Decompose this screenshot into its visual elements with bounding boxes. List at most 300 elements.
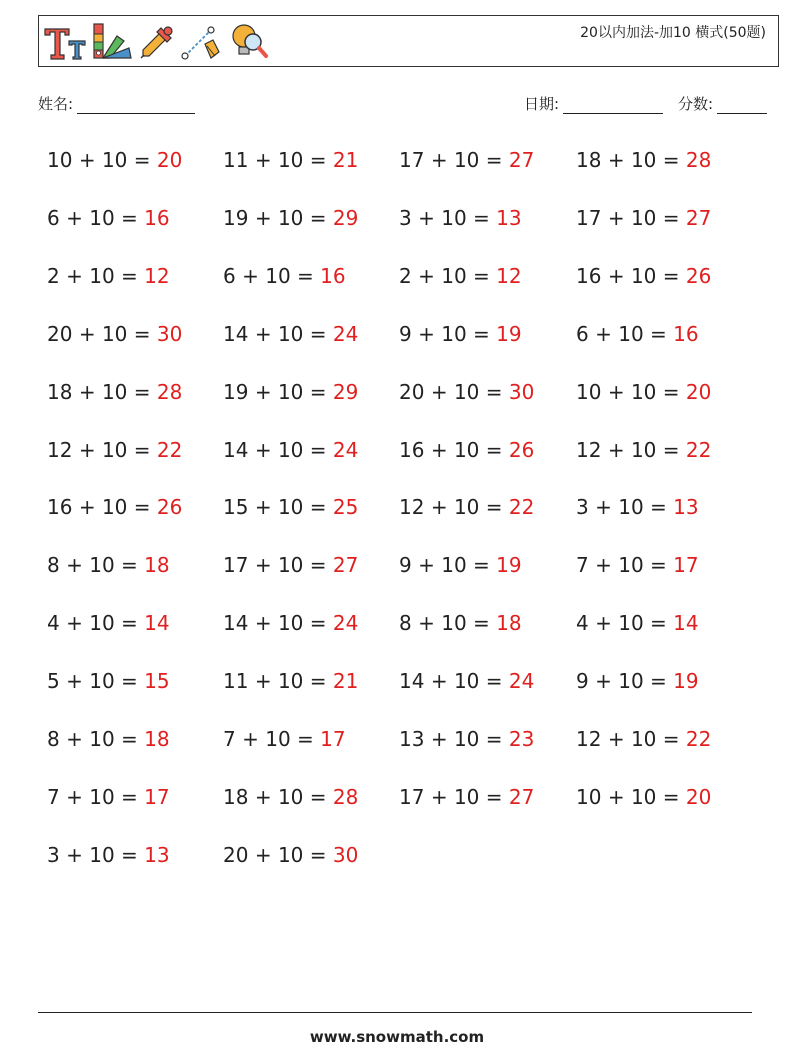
operand-a: 17	[576, 205, 602, 230]
equals-sign: =	[309, 321, 327, 346]
operand-a: 11	[223, 148, 249, 172]
footer-divider	[38, 1012, 752, 1013]
answer: 25	[332, 495, 359, 520]
problem-item	[399, 495, 534, 519]
operand-a: 18	[576, 148, 602, 172]
problem-item	[399, 785, 534, 809]
answer: 29	[332, 205, 359, 230]
answer: 26	[685, 263, 712, 288]
equals-sign: =	[309, 379, 327, 404]
problem-item	[399, 438, 534, 462]
operator: +	[254, 842, 272, 867]
equals-sign: =	[473, 263, 490, 288]
operand-a: 8	[47, 553, 60, 578]
operand-b: 10	[277, 611, 304, 636]
equals-sign: =	[650, 611, 667, 636]
equals-sign: =	[485, 437, 503, 462]
operator: +	[595, 553, 612, 578]
operator: +	[254, 148, 272, 172]
operand-a: 4	[576, 611, 589, 636]
operator: +	[66, 784, 83, 809]
equals-sign: =	[309, 611, 327, 636]
operator: +	[430, 148, 448, 172]
problem-item	[47, 669, 170, 693]
answer: 20	[156, 148, 183, 172]
operand-b: 10	[630, 148, 657, 172]
equals-sign: =	[309, 437, 327, 462]
equals-sign: =	[121, 727, 138, 751]
operator: +	[66, 727, 83, 751]
problem-item	[223, 669, 358, 693]
operator: +	[430, 784, 448, 809]
operand-a: 8	[399, 611, 412, 636]
operand-a: 7	[223, 727, 236, 751]
operand-b: 10	[453, 148, 480, 172]
operand-b: 10	[453, 727, 480, 751]
answer: 14	[144, 611, 170, 636]
date-label: 日期:	[524, 95, 560, 113]
operand-b: 10	[89, 553, 115, 578]
operand-b: 10	[277, 379, 304, 404]
operand-b: 10	[441, 205, 467, 230]
problem-item	[223, 843, 358, 867]
idea-search-icon	[229, 22, 269, 62]
problem-item	[399, 264, 522, 288]
operator: +	[78, 148, 96, 172]
equals-sign: =	[309, 495, 327, 520]
equals-sign: =	[485, 495, 503, 520]
problem-item	[576, 206, 711, 230]
score-label: 分数:	[678, 95, 714, 113]
operator: +	[254, 495, 272, 520]
equals-sign: =	[485, 669, 503, 694]
operator: +	[66, 611, 83, 636]
operand-b: 10	[101, 437, 128, 462]
operand-b: 10	[630, 784, 657, 809]
problem-item	[47, 785, 170, 809]
operand-b: 10	[453, 437, 480, 462]
operand-b: 10	[453, 784, 480, 809]
operator: +	[430, 727, 448, 751]
operand-b: 10	[89, 669, 115, 694]
problem-item	[576, 727, 711, 751]
answer: 12	[144, 263, 170, 288]
answer: 26	[508, 437, 535, 462]
equals-sign: =	[133, 437, 151, 462]
name-blank-line[interactable]	[77, 97, 195, 114]
equals-sign: =	[133, 321, 151, 346]
operand-a: 7	[47, 784, 60, 809]
operand-a: 14	[223, 611, 249, 636]
operand-a: 10	[47, 148, 73, 172]
operand-b: 10	[101, 321, 128, 346]
header-icons	[43, 21, 269, 63]
operand-b: 10	[101, 495, 128, 520]
equals-sign: =	[662, 727, 680, 751]
operand-a: 14	[223, 437, 249, 462]
operand-a: 3	[399, 205, 412, 230]
name-field	[38, 93, 195, 114]
operand-a: 14	[223, 321, 249, 346]
operator: +	[595, 669, 612, 694]
operator: +	[254, 321, 272, 346]
operand-a: 20	[223, 842, 249, 867]
operand-b: 10	[277, 437, 304, 462]
score-blank-line[interactable]	[717, 97, 767, 114]
operand-a: 12	[399, 495, 425, 520]
operand-a: 18	[47, 379, 73, 404]
answer: 19	[673, 669, 699, 694]
operand-b: 10	[265, 263, 291, 288]
equals-sign: =	[485, 727, 503, 751]
operand-a: 19	[223, 379, 249, 404]
problem-item	[47, 438, 182, 462]
operand-a: 9	[399, 321, 412, 346]
answer: 22	[508, 495, 535, 520]
operand-b: 10	[630, 437, 657, 462]
operator: +	[78, 321, 96, 346]
equals-sign: =	[309, 669, 327, 694]
operand-a: 12	[47, 437, 73, 462]
equals-sign: =	[309, 148, 327, 172]
answer: 17	[144, 784, 170, 809]
equals-sign: =	[121, 611, 138, 636]
operand-a: 18	[223, 784, 249, 809]
equals-sign: =	[485, 784, 503, 809]
operand-b: 10	[89, 205, 115, 230]
footer-url: www.snowmath.com	[309, 1028, 485, 1046]
operand-b: 10	[618, 611, 644, 636]
operand-a: 2	[47, 263, 60, 288]
problem-item	[47, 148, 182, 172]
operator: +	[430, 669, 448, 694]
operand-a: 13	[399, 727, 425, 751]
problem-item	[576, 438, 711, 462]
operand-b: 10	[441, 611, 467, 636]
answer: 24	[508, 669, 535, 694]
answer: 13	[496, 205, 522, 230]
answer: 30	[508, 379, 535, 404]
problem-item	[576, 322, 699, 346]
operand-a: 6	[47, 205, 60, 230]
operator: +	[78, 379, 96, 404]
operand-a: 4	[47, 611, 60, 636]
operand-a: 12	[576, 727, 602, 751]
operand-a: 20	[399, 379, 425, 404]
operand-a: 14	[399, 669, 425, 694]
operand-a: 16	[47, 495, 73, 520]
operator: +	[66, 842, 83, 867]
operand-a: 3	[576, 495, 589, 520]
answer: 22	[156, 437, 183, 462]
problem-item	[223, 322, 358, 346]
equals-sign: =	[309, 784, 327, 809]
problem-item	[223, 438, 358, 462]
answer: 22	[685, 437, 712, 462]
operand-a: 16	[576, 263, 602, 288]
operator: +	[418, 263, 435, 288]
operator: +	[430, 437, 448, 462]
operator: +	[430, 495, 448, 520]
operand-a: 20	[47, 321, 73, 346]
equals-sign: =	[662, 148, 680, 172]
operator: +	[607, 379, 625, 404]
operator: +	[66, 263, 83, 288]
answer: 28	[685, 148, 712, 172]
answer: 13	[673, 495, 699, 520]
answer: 27	[332, 553, 359, 578]
answer: 19	[496, 321, 522, 346]
equals-sign: =	[121, 842, 138, 867]
operator: +	[254, 205, 272, 230]
worksheet-header	[38, 15, 779, 67]
operand-a: 6	[576, 321, 589, 346]
problem-item	[47, 322, 182, 346]
equals-sign: =	[650, 553, 667, 578]
problem-item	[223, 727, 346, 751]
answer: 17	[673, 553, 699, 578]
operator: +	[607, 263, 625, 288]
answer: 24	[332, 321, 359, 346]
answer: 16	[673, 321, 699, 346]
equals-sign: =	[121, 553, 138, 578]
operand-b: 10	[265, 727, 291, 751]
operand-a: 19	[223, 205, 249, 230]
problem-item	[399, 380, 534, 404]
problem-item	[223, 611, 358, 635]
equals-sign: =	[650, 321, 667, 346]
operator: +	[418, 321, 435, 346]
problem-item	[223, 380, 358, 404]
operand-a: 5	[47, 669, 60, 694]
equals-sign: =	[473, 553, 490, 578]
equals-sign: =	[121, 205, 138, 230]
equals-sign: =	[133, 148, 151, 172]
operand-b: 10	[101, 148, 128, 172]
operand-a: 12	[576, 437, 602, 462]
operand-b: 10	[277, 495, 304, 520]
equals-sign: =	[650, 669, 667, 694]
operator: +	[595, 321, 612, 346]
answer: 23	[508, 727, 535, 751]
answer: 26	[156, 495, 183, 520]
answer: 18	[144, 553, 170, 578]
problem-item	[223, 495, 358, 519]
problem-item	[399, 669, 534, 693]
operand-a: 9	[576, 669, 589, 694]
worksheet-title: 20以内加法-加10 横式(50题)	[580, 25, 766, 41]
answer: 21	[332, 148, 359, 172]
operand-b: 10	[441, 321, 467, 346]
operator: +	[254, 379, 272, 404]
operand-b: 10	[101, 379, 128, 404]
equals-sign: =	[650, 495, 667, 520]
operand-b: 10	[277, 784, 304, 809]
operator: +	[607, 205, 625, 230]
answer: 24	[332, 437, 359, 462]
pen-tool-icon	[181, 22, 225, 62]
problem-item	[47, 727, 170, 751]
operand-b: 10	[630, 727, 657, 751]
operand-b: 10	[630, 205, 657, 230]
problem-item	[47, 843, 170, 867]
problem-item	[576, 264, 711, 288]
operand-b: 10	[89, 263, 115, 288]
problem-item	[576, 148, 711, 172]
problem-item	[223, 785, 358, 809]
operator: +	[254, 611, 272, 636]
operand-a: 17	[399, 784, 425, 809]
equals-sign: =	[662, 263, 680, 288]
answer: 12	[496, 263, 522, 288]
problem-item	[576, 669, 699, 693]
operand-a: 10	[576, 784, 602, 809]
problem-item	[576, 553, 699, 577]
operator: +	[418, 553, 435, 578]
operator: +	[254, 784, 272, 809]
problem-item	[47, 495, 182, 519]
operand-a: 2	[399, 263, 412, 288]
equals-sign: =	[662, 379, 680, 404]
equals-sign: =	[121, 784, 138, 809]
answer: 20	[685, 784, 712, 809]
equals-sign: =	[309, 842, 327, 867]
problem-item	[223, 148, 358, 172]
equals-sign: =	[485, 379, 503, 404]
answer: 29	[332, 379, 359, 404]
operand-b: 10	[441, 263, 467, 288]
operator: +	[66, 669, 83, 694]
problem-item	[223, 264, 346, 288]
answer: 28	[332, 784, 359, 809]
operand-b: 10	[453, 495, 480, 520]
equals-sign: =	[485, 148, 503, 172]
operand-b: 10	[618, 553, 644, 578]
operand-a: 7	[576, 553, 589, 578]
operator: +	[254, 553, 272, 578]
equals-sign: =	[309, 205, 327, 230]
eyedropper-icon	[137, 22, 177, 62]
operator: +	[607, 727, 625, 751]
date-field	[524, 93, 663, 114]
operand-a: 6	[223, 263, 236, 288]
operator: +	[595, 495, 612, 520]
answer: 19	[496, 553, 522, 578]
operator: +	[254, 437, 272, 462]
operand-a: 15	[223, 495, 249, 520]
equals-sign: =	[121, 669, 138, 694]
operand-b: 10	[89, 611, 115, 636]
answer: 13	[144, 842, 170, 867]
answer: 16	[144, 205, 170, 230]
operand-b: 10	[618, 321, 644, 346]
answer: 27	[508, 148, 535, 172]
operator: +	[242, 727, 259, 751]
problem-item	[576, 495, 699, 519]
equals-sign: =	[297, 727, 314, 751]
answer: 27	[508, 784, 535, 809]
date-blank-line[interactable]	[563, 97, 663, 114]
answer: 30	[332, 842, 359, 867]
problem-item	[576, 380, 711, 404]
answer: 20	[685, 379, 712, 404]
operator: +	[66, 205, 83, 230]
problem-item	[399, 727, 534, 751]
operand-b: 10	[89, 784, 115, 809]
operand-b: 10	[277, 148, 304, 172]
problem-item	[47, 264, 170, 288]
operand-b: 10	[89, 727, 115, 751]
problem-item	[47, 553, 170, 577]
equals-sign: =	[121, 263, 138, 288]
equals-sign: =	[473, 321, 490, 346]
answer: 18	[496, 611, 522, 636]
problem-item	[47, 611, 170, 635]
operand-b: 10	[277, 321, 304, 346]
problem-item	[399, 322, 522, 346]
operand-a: 10	[576, 379, 602, 404]
answer: 28	[156, 379, 183, 404]
operand-b: 10	[618, 495, 644, 520]
operand-b: 10	[630, 379, 657, 404]
operand-a: 17	[223, 553, 249, 578]
operator: +	[607, 784, 625, 809]
name-label: 姓名:	[38, 95, 74, 113]
answer: 18	[144, 727, 170, 751]
equals-sign: =	[309, 553, 327, 578]
operand-b: 10	[89, 842, 115, 867]
operator: +	[66, 553, 83, 578]
problem-item	[223, 206, 358, 230]
problem-item	[399, 206, 522, 230]
operand-a: 16	[399, 437, 425, 462]
problem-item	[399, 553, 522, 577]
operator: +	[418, 611, 435, 636]
operator: +	[607, 437, 625, 462]
operand-b: 10	[277, 842, 304, 867]
operand-b: 10	[277, 669, 304, 694]
color-palette-icon	[91, 22, 133, 62]
answer: 16	[320, 263, 346, 288]
answer: 17	[320, 727, 346, 751]
problem-item	[47, 206, 170, 230]
operand-a: 17	[399, 148, 425, 172]
problem-item	[399, 148, 534, 172]
answer: 24	[332, 611, 359, 636]
operand-b: 10	[277, 553, 304, 578]
answer: 15	[144, 669, 170, 694]
text-tool-icon	[43, 23, 87, 61]
operand-a: 11	[223, 669, 249, 694]
answer: 21	[332, 669, 359, 694]
equals-sign: =	[297, 263, 314, 288]
equals-sign: =	[473, 205, 490, 230]
operator: +	[595, 611, 612, 636]
operator: +	[607, 148, 625, 172]
problem-item	[47, 380, 182, 404]
problem-item	[576, 611, 699, 635]
score-field	[678, 93, 767, 114]
answer: 22	[685, 727, 712, 751]
problem-item	[399, 611, 522, 635]
equals-sign: =	[133, 495, 151, 520]
operand-b: 10	[453, 379, 480, 404]
equals-sign: =	[473, 611, 490, 636]
answer: 30	[156, 321, 183, 346]
equals-sign: =	[662, 784, 680, 809]
operator: +	[430, 379, 448, 404]
answer: 27	[685, 205, 712, 230]
